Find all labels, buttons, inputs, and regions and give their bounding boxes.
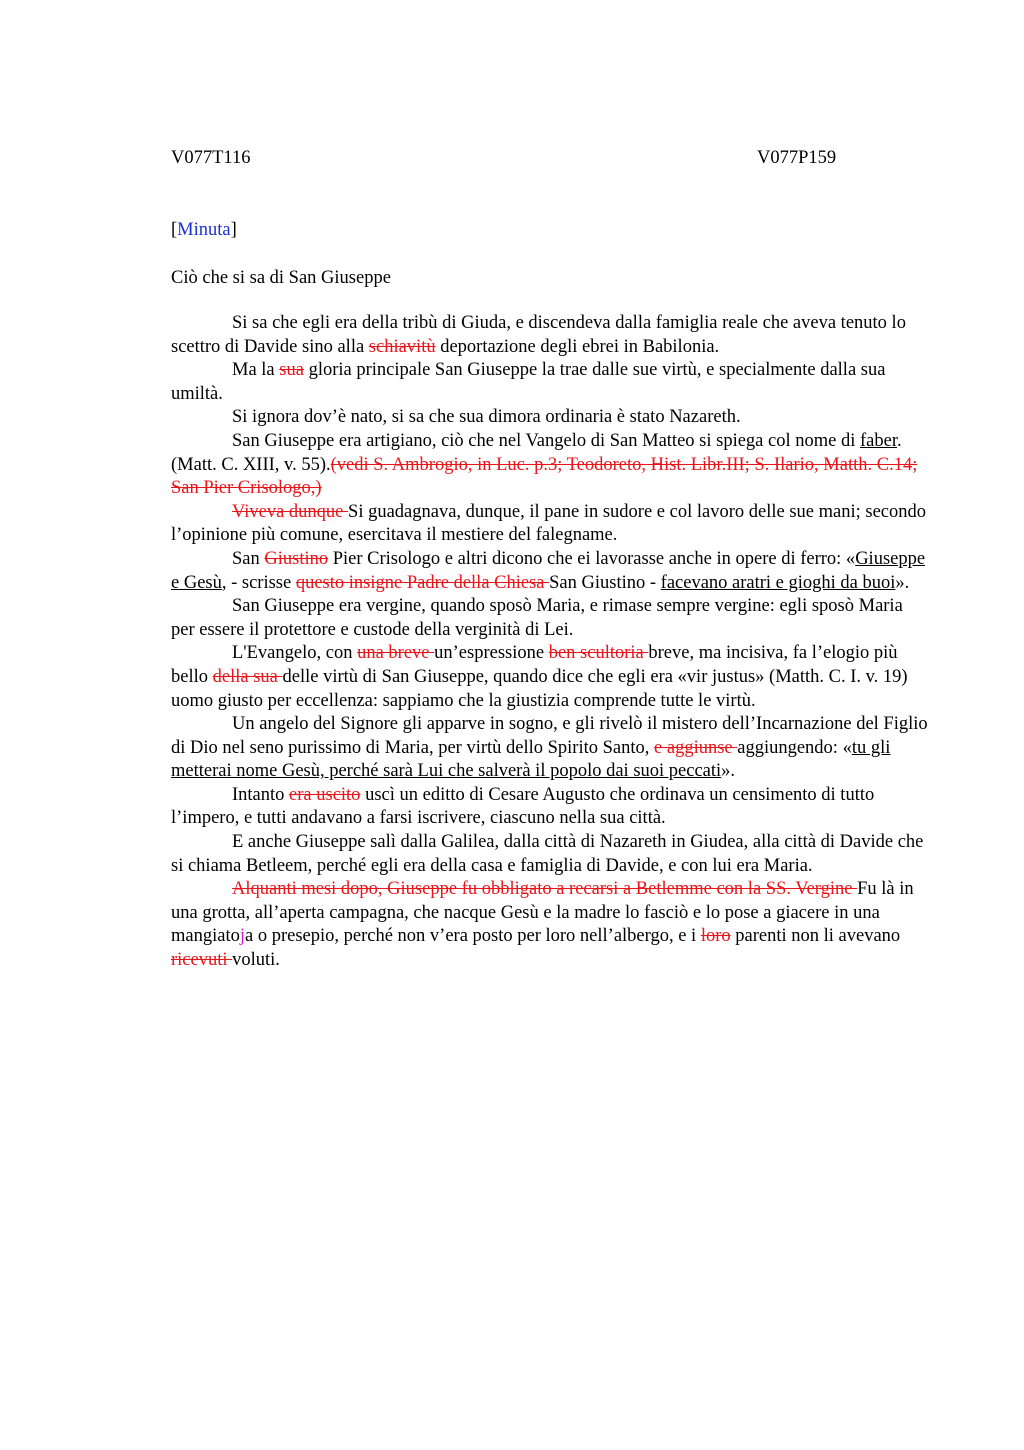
text-run: gloria principale San Giuseppe la trae dalle sue virtù, e specialmente dalla sua umiltà. xyxy=(171,360,886,404)
deleted-text: schiavitù xyxy=(368,336,436,357)
text-run: . (Matt. C. XIII, v. 55). xyxy=(171,430,902,475)
deleted-text: Giustino xyxy=(264,548,329,569)
text-run: delle virtù di San Giuseppe, quando dice che egli era «vir justus» (Matth. C. I. v. 19) uomo giusto per eccellenza: sappiamo che la giustizia comprende tutte le virtù. xyxy=(171,666,908,711)
deleted-text: e aggiunse xyxy=(654,737,738,758)
text-run: San Giustino - xyxy=(549,572,661,593)
paragraph-4 xyxy=(171,430,931,501)
header-right-code: V077P159 xyxy=(757,148,837,168)
deleted-text: (vedi S. Ambrogio, in Luc. p.3; Teodoreto, Hist. Libr.III; S. Ilario, Matth. C.14; San Pier Crisologo,) xyxy=(171,454,918,499)
paragraph-11 xyxy=(171,831,931,878)
deleted-text: Alquanti mesi dopo, Giuseppe fu obbligato a recarsi a Betlemme con la SS. Vergine xyxy=(232,879,858,900)
underlined-text: faber xyxy=(859,430,897,451)
text-run: San xyxy=(232,548,265,569)
document-body xyxy=(171,312,931,973)
paragraph-10 xyxy=(171,784,931,831)
text-run: L'Evangelo, con xyxy=(232,643,358,664)
text-run: Fu là in una grotta, all’aperta campagna, che nacque Gesù e la madre lo fasciò e lo pose a giacere in una mangiato xyxy=(171,879,914,947)
underlined-text: Giuseppe e Gesù xyxy=(171,548,926,593)
minuta-open-bracket: [ xyxy=(171,220,178,240)
text-run: a o presepio, perché non v’era posto per loro nell’albergo, e i xyxy=(244,926,701,947)
text-run: ». xyxy=(721,761,736,782)
text-run: San Giuseppe era vergine, quando sposò Maria, e rimase sempre vergine: egli sposò Maria per essere il protettore e custode della verginità di Lei. xyxy=(171,596,903,640)
text-run: Intanto xyxy=(232,784,290,805)
underlined-text: facevano aratri e gioghi da buoi xyxy=(660,572,896,593)
document-title: Ciò che si sa di San Giuseppe xyxy=(171,268,391,288)
paragraph-2 xyxy=(171,359,931,406)
document-page xyxy=(171,144,931,973)
paragraph-12 xyxy=(171,878,931,972)
deleted-text: ricevuti xyxy=(171,950,233,971)
header-left-code: V077T116 xyxy=(171,148,251,168)
text-run: Un angelo del Signore gli apparve in sogno, e gli rivelò il mistero dell’Incarnazione del Figlio di Dio nel seno purissimo di Maria, per virtù dello Spirito Santo, xyxy=(171,714,928,758)
page-header xyxy=(171,144,931,172)
deleted-text: una breve xyxy=(357,643,435,664)
text-run: Pier Crisologo e altri dicono che ei lavorasse anche in opere di ferro: « xyxy=(328,548,856,569)
minuta-close-bracket: ] xyxy=(230,220,237,240)
text-run: Ma la xyxy=(232,360,280,381)
text-run: parenti non li avevano xyxy=(730,926,901,947)
deleted-text: della sua xyxy=(212,666,283,687)
inserted-letter: j xyxy=(239,926,245,947)
minuta-label xyxy=(171,218,931,242)
paragraph-5 xyxy=(171,501,931,548)
deleted-text: era uscito xyxy=(289,784,361,805)
deleted-text: loro xyxy=(700,926,731,947)
text-run: Si guadagnava, dunque, il pane in sudore e col lavoro delle sue mani; secondo l’opinione più comune, esercitava il mestiere del falegname. xyxy=(171,501,926,546)
text-run: breve, ma incisiva, fa l’elogio più bello xyxy=(171,643,898,687)
deleted-text: Viveva dunque xyxy=(232,501,349,522)
text-run: Si sa che egli era della tribù di Giuda, e discendeva dalla famiglia reale che aveva tenuto lo scettro di Davide sino alla xyxy=(171,313,906,357)
text-run: voluti. xyxy=(232,950,280,971)
paragraph-7 xyxy=(171,595,931,642)
deleted-text: sua xyxy=(279,360,304,381)
text-run: , - scrisse xyxy=(221,572,296,593)
deleted-text: ben scultoria xyxy=(548,643,649,664)
text-run: un’espressione xyxy=(434,643,549,664)
text-run: E anche Giuseppe salì dalla Galilea, dalla città di Nazareth in Giudea, alla città di Davide che si chiama Betleem, perché egli era della casa e famiglia di Davide, e con lui era Maria. xyxy=(171,832,924,876)
deleted-text: questo insigne Padre della Chiesa xyxy=(295,572,550,593)
text-run: uscì un editto di Cesare Augusto che ordinava un censimento di tutto l’impero, e tutti andavano a farsi iscrivere, ciascuno nella sua città. xyxy=(171,784,875,829)
paragraph-9 xyxy=(171,713,931,784)
text-run: deportazione degli ebrei in Babilonia. xyxy=(435,336,720,357)
paragraph-6 xyxy=(171,548,931,595)
paragraph-1 xyxy=(171,312,931,359)
text-run: Si ignora dov’è nato, si sa che sua dimora ordinaria è stato Nazareth. xyxy=(232,407,741,428)
text-run: San Giuseppe era artigiano, ciò che nel Vangelo di San Matteo si spiega col nome di xyxy=(232,430,860,451)
underlined-text: tu gli metterai nome Gesù, perché sarà Lui che salverà il popolo dai suoi peccati xyxy=(171,737,891,782)
text-run: ». xyxy=(895,572,910,593)
paragraph-8 xyxy=(171,642,931,713)
text-run: aggiungendo: « xyxy=(737,737,852,758)
paragraph-3 xyxy=(171,406,931,430)
minuta-text: Minuta xyxy=(177,220,231,240)
